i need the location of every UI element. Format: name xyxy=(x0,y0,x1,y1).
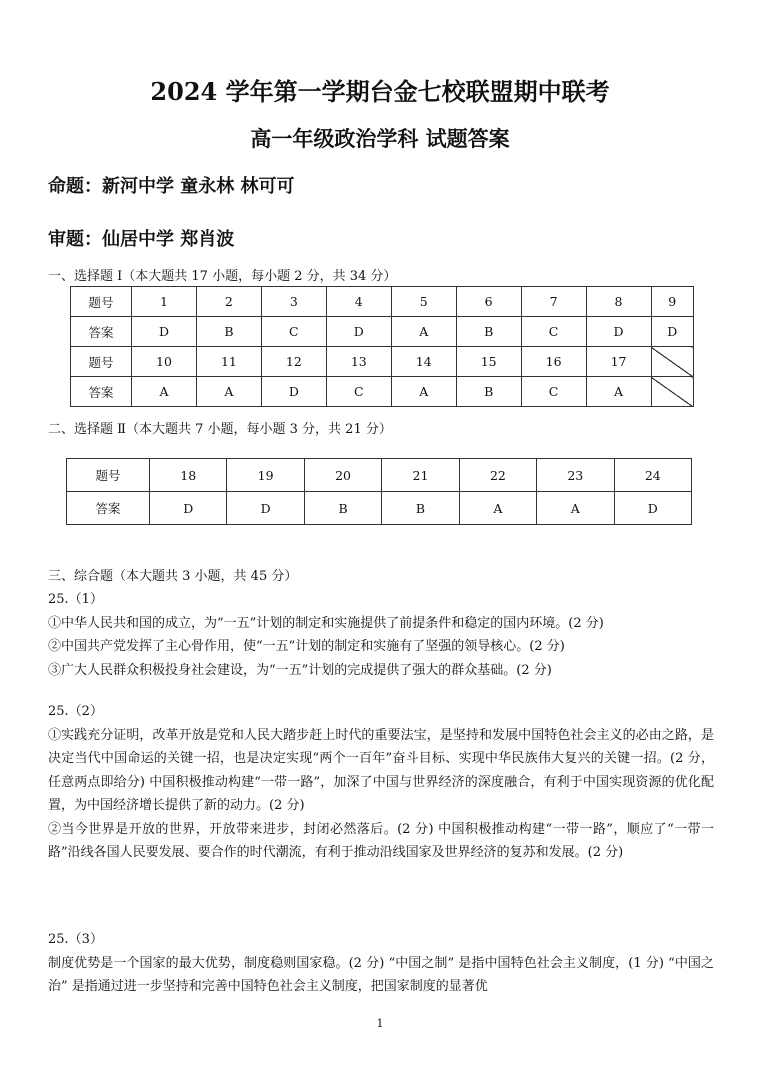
question-number-cell: 22 xyxy=(459,459,536,492)
answer-cell: B xyxy=(456,377,521,407)
question-number-cell: 14 xyxy=(391,347,456,377)
table-row xyxy=(71,317,694,347)
question-number-cell: 16 xyxy=(521,347,586,377)
question-number-cell: 13 xyxy=(326,347,391,377)
question-label-cell: 题号 xyxy=(67,459,150,492)
section1-answer-table xyxy=(70,286,694,407)
question-number-cell: 21 xyxy=(382,459,459,492)
answer-25-3 xyxy=(48,928,714,999)
answer-cell: D xyxy=(651,317,694,347)
answer-cell: C xyxy=(521,377,586,407)
answer-paragraph: ②当今世界是开放的世界，开放带来进步，封闭必然落后。(2 分) 中国积极推动构建“一带一路”，顺应了“一带一路”沿线各国人民要发展、要合作的时代潮流，有利于推动沿线国家及世界经济的复苏和发展。(2 分) xyxy=(48,821,714,860)
answer-point: ③广大人民群众积极投身社会建设，为“一五”计划的完成提供了强大的群众基础。(2 分) xyxy=(48,662,552,678)
question-label-cell: 题号 xyxy=(71,287,132,317)
section1-heading: 一、选择题 Ⅰ（本大题共 17 小题，每小题 2 分，共 34 分） xyxy=(48,269,397,284)
table-row xyxy=(71,377,694,407)
question-number-cell: 4 xyxy=(326,287,391,317)
answer-cell: C xyxy=(521,317,586,347)
answer-cell: C xyxy=(261,317,326,347)
answer-paragraph: 制度优势是一个国家的最大优势，制度稳则国家稳。(2 分) “中国之制” 是指中国特色社会主义制度，(1 分) “中国之治” 是指通过进一步坚持和完善中国特色社会主义制度，把国家制度的显著优 xyxy=(48,955,714,994)
question-number-cell: 6 xyxy=(456,287,521,317)
question-number-cell: 20 xyxy=(304,459,381,492)
table-row xyxy=(67,492,692,525)
empty-diagonal-cell xyxy=(651,377,694,407)
answer-cell: B xyxy=(456,317,521,347)
answer-point: ②中国共产党发挥了主心骨作用，使“一五”计划的制定和实施有了坚强的领导核心。(2 分) xyxy=(48,639,565,654)
section3-heading: 三、综合题（本大题共 3 小题，共 45 分） xyxy=(48,569,298,584)
answer-cell: D xyxy=(227,492,304,525)
answer-paragraph: ①实践充分证明，改革开放是党和人民大踏步赶上时代的重要法宝，是坚持和发展中国特色社会主义的必由之路，是决定当代中国命运的关键一招，也是决定实现“两个一百年”奋斗目标、实现中华民族伟大复兴的关键一招。(2 分，任意两点即给分) 中国积极推动构建“一带一路”，加深了中国与世界经济的深度融合，有利于中国实现资源的优化配置，为中国经济增长提供了新的动力。(2 分) xyxy=(48,727,714,813)
question-number-cell: 2 xyxy=(196,287,261,317)
answer-cell: B xyxy=(382,492,459,525)
question-label: 25.（3） xyxy=(48,932,103,947)
answer-point: ①中华人民共和国的成立，为“一五”计划的制定和实施提供了前提条件和稳定的国内环境。(2 分) xyxy=(48,615,604,631)
answer-label-cell: 答案 xyxy=(71,377,132,407)
answer-cell: C xyxy=(326,377,391,407)
answer-cell: A xyxy=(196,377,261,407)
answer-cell: A xyxy=(459,492,536,525)
question-number-cell: 15 xyxy=(456,347,521,377)
page-title: 2024 学年第一学期台金七校联盟期中联考 xyxy=(150,77,610,106)
answer-25-2 xyxy=(48,700,714,865)
question-number-cell: 23 xyxy=(537,459,614,492)
question-number-cell: 7 xyxy=(521,287,586,317)
question-number-cell: 18 xyxy=(150,459,227,492)
question-number-cell: 5 xyxy=(391,287,456,317)
answer-cell: D xyxy=(326,317,391,347)
question-number-cell: 17 xyxy=(586,347,651,377)
answer-cell: B xyxy=(304,492,381,525)
table-row xyxy=(67,459,692,492)
question-label: 25.（1） xyxy=(48,592,103,607)
answer-cell: A xyxy=(132,377,197,407)
question-number-cell: 1 xyxy=(132,287,197,317)
question-number-cell: 19 xyxy=(227,459,304,492)
question-label: 25.（2） xyxy=(48,704,103,719)
empty-diagonal-cell xyxy=(651,347,694,377)
reviewer-line: 审题：仙居中学 郑肖波 xyxy=(48,229,235,250)
answer-cell: D xyxy=(614,492,691,525)
section2-answer-table xyxy=(66,458,692,525)
question-number-cell: 8 xyxy=(586,287,651,317)
author-line: 命题：新河中学 童永林 林可可 xyxy=(48,176,295,197)
question-number-cell: 3 xyxy=(261,287,326,317)
question-number-cell: 10 xyxy=(132,347,197,377)
answer-cell: D xyxy=(586,317,651,347)
question-number-cell: 24 xyxy=(614,459,691,492)
section2-heading: 二、选择题 Ⅱ（本大题共 7 小题，每小题 3 分，共 21 分） xyxy=(48,422,392,437)
answer-cell: D xyxy=(132,317,197,347)
question-number-cell: 11 xyxy=(196,347,261,377)
answer-25-1 xyxy=(48,588,714,682)
answer-label-cell: 答案 xyxy=(67,492,150,525)
table-row xyxy=(71,287,694,317)
page-subtitle: 高一年级政治学科 试题答案 xyxy=(250,127,510,151)
answer-cell: A xyxy=(391,377,456,407)
page-number: 1 xyxy=(376,1017,384,1030)
answer-cell: A xyxy=(391,317,456,347)
question-label-cell: 题号 xyxy=(71,347,132,377)
answer-cell: A xyxy=(586,377,651,407)
question-number-cell: 9 xyxy=(651,287,694,317)
answer-cell: D xyxy=(150,492,227,525)
answer-cell: D xyxy=(261,377,326,407)
answer-cell: B xyxy=(196,317,261,347)
question-number-cell: 12 xyxy=(261,347,326,377)
answer-label-cell: 答案 xyxy=(71,317,132,347)
table-row xyxy=(71,347,694,377)
answer-cell: A xyxy=(537,492,614,525)
